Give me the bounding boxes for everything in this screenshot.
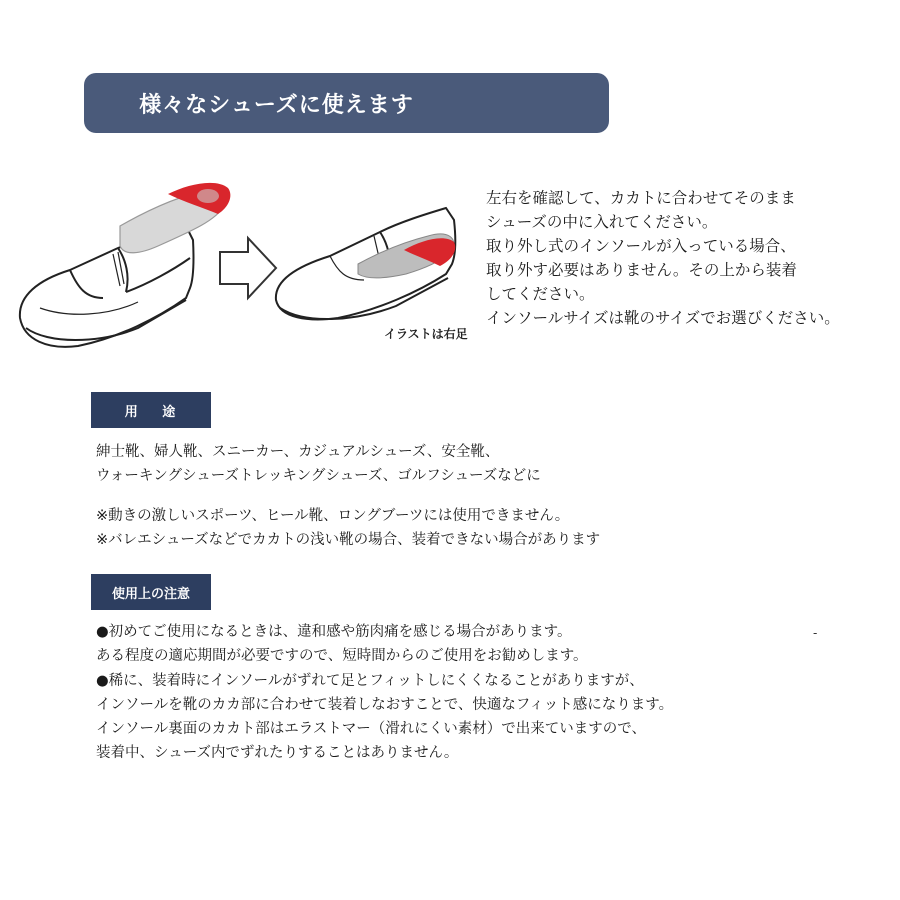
shoe-before-icon: [20, 226, 194, 347]
caution-item-2: ●稀に、装着時にインソールがずれて足とフィットしにくくなることがありますが、 インソールを靴のカカ部に合わせて装着しなおすことで、快適なフィット感になります。 インソール裏面のカカト部はエラストマー（滑れにくい素材）で出来ていますので、 装着中、シューズ内でずれたりすることはありません。: [96, 673, 674, 761]
banner-title: 様々なシューズに使えます: [139, 92, 414, 118]
insole-insertion-illustration: [8, 168, 478, 368]
caution-heading-tag: 使用上の注意: [91, 574, 211, 610]
title-banner: [84, 73, 609, 133]
arrow-right-icon: [220, 238, 276, 298]
stray-mark: -: [813, 626, 818, 640]
insertion-instructions: 左右を確認して、カカトに合わせてそのまま シューズの中に入れてください。 取り外し式のインソールが入っている場合、 取り外す必要はありません。その上から装着 してください。 インソールサイズは靴のサイズでお選びください。: [486, 189, 840, 327]
usage-shoe-types: 紳士靴、婦人靴、スニーカー、カジュアルシューズ、安全靴、 ウォーキングシューズトレッキングシューズ、ゴルフシューズなどに: [96, 444, 541, 484]
usage-notes: ※動きの激しいスポーツ、ヒール靴、ロングブーツには使用できません。 ※バレエシューズなどでカカトの浅い靴の場合、装着できない場合があります: [96, 508, 601, 548]
usage-heading-tag: 用 途: [91, 392, 211, 428]
illustration-caption: イラストは右足: [384, 327, 468, 341]
caution-item-1: ●初めてご使用になるときは、違和感や筋肉痛を感じる場合があります。 ある程度の適応期間が必要ですので、短時間からのご使用をお勧めします。: [96, 624, 588, 664]
